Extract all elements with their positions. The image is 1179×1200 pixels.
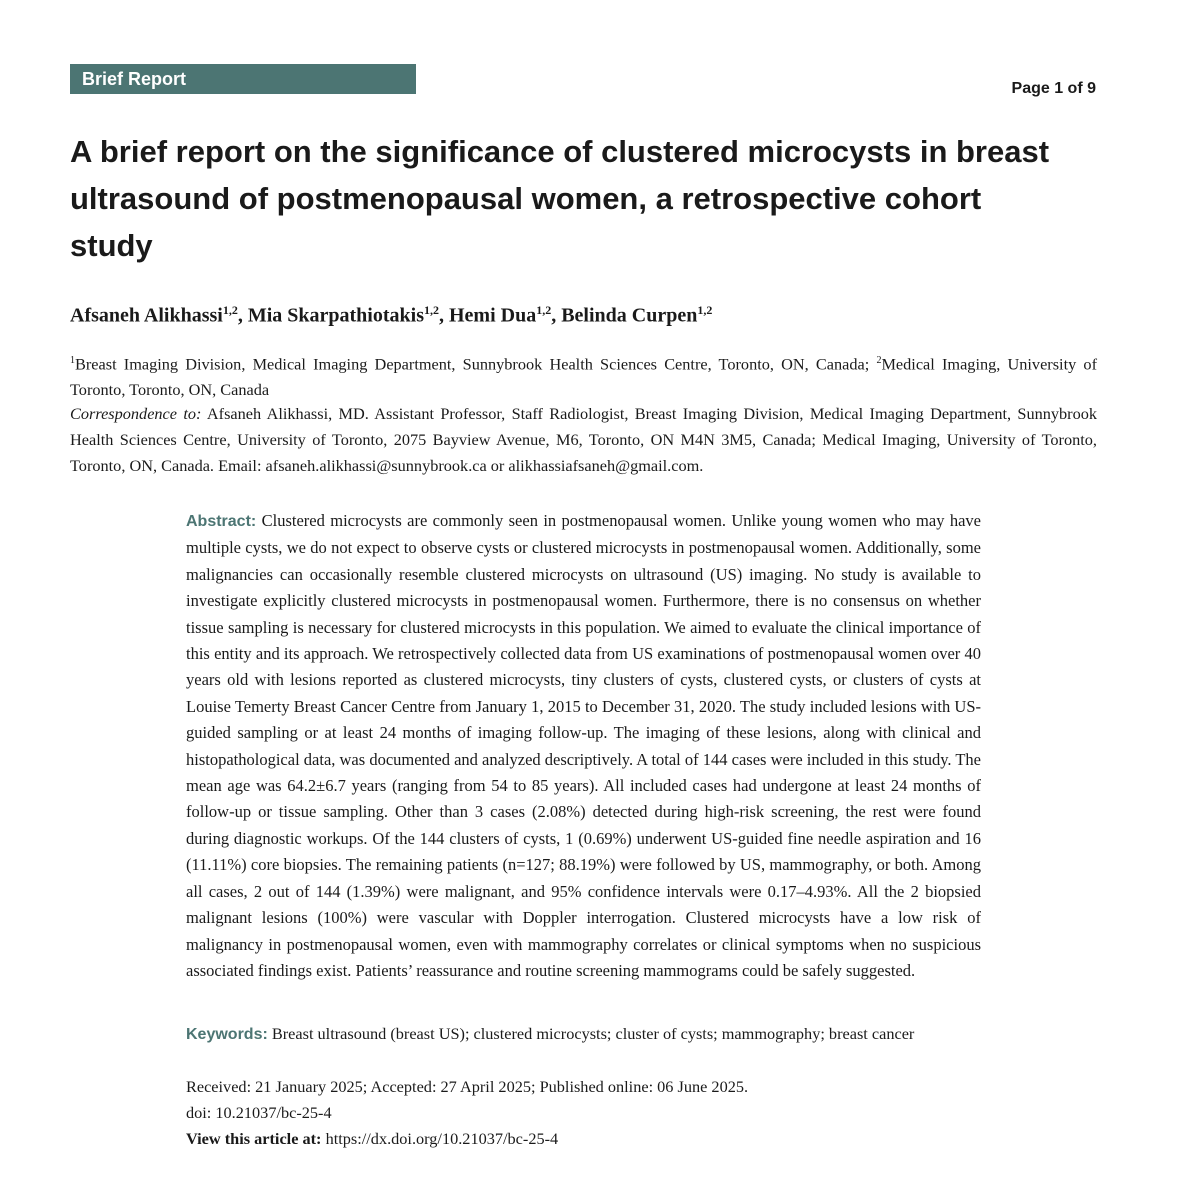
affiliation-text: Breast Imaging Division, Medical Imaging Department, Sunnybrook Health Sciences Centre, Toronto, ON, Canada; <box>75 354 877 374</box>
article-type-label: Brief Report <box>82 69 187 89</box>
correspondence-text: Afsaneh Alikhassi, MD. Assistant Professor, Staff Radiologist, Breast Imaging Division, Medical Imaging Department, Sunnybrook Health Sciences Centre, University of Toronto, 2075 Bayview Avenue, M6, Toronto, ON M4N 3M5, Canada; Medical Imaging, University of Toronto, Toronto, ON, Canada. Email: afsaneh.alikhassi@sunnybrook.ca or alikhassiafsaneh@gmail.com. <box>70 404 1097 475</box>
author-separator: , <box>551 304 562 327</box>
page-number: Page 1 of 9 <box>1011 80 1096 97</box>
author-affiliation-sup: 1,2 <box>222 303 238 317</box>
correspondence <box>70 401 1097 479</box>
article-type-badge <box>70 64 416 94</box>
article-meta <box>186 1074 981 1152</box>
view-article-line <box>186 1126 981 1152</box>
affiliation-text: Medical Imaging, University of Toronto, Toronto, ON, Canada <box>70 354 1097 400</box>
affiliation-sup: 2 <box>876 355 882 366</box>
author-name[interactable]: Hemi Dua <box>449 304 537 327</box>
correspondence-label: Correspondence to: <box>70 404 202 423</box>
keywords-label: Keywords: <box>186 1026 268 1043</box>
affiliations <box>70 348 1097 403</box>
author-name[interactable]: Afsaneh Alikhassi <box>70 304 223 327</box>
author-name[interactable]: Belinda Curpen <box>561 304 698 327</box>
author-list <box>70 296 712 330</box>
keywords-text: Breast ultrasound (breast US); clustered microcysts; cluster of cysts; mammography; breast cancer <box>271 1024 915 1043</box>
abstract-label: Abstract: <box>186 513 257 530</box>
affiliation-sup: 1 <box>70 355 75 366</box>
view-article-label: View this article at: <box>186 1129 322 1148</box>
abstract-text: Clustered microcysts are commonly seen in postmenopausal women. Unlike young women who may have multiple cysts, we do not expect to observe cysts or clustered microcysts in postmenopausal women. Additionally, some malignancies can occasionally resemble clustered microcysts on ultrasound (US) imaging. No study is available to investigate explicitly clustered microcysts in postmenopausal women. Furthermore, there is no consensus on whether tissue sampling is necessary for clustered microcysts in this population. We aimed to evaluate the clinical importance of this entity and its approach. We retrospectively collected data from US examinations of postmenopausal women over 40 years old with lesions reported as clustered microcysts, tiny clusters of cysts, clustered cysts, or clusters of cysts at Louise Temerty Breast Cancer Centre from January 1, 2015 to December 31, 2020. The study included lesions with US-guided sampling or at least 24 months of imaging follow-up. The imaging of these lesions, along with clinical and histopathological data, was documented and analyzed descriptively. A total of 144 cases were included in this study. The mean age was 64.2±6.7 years (ranging from 54 to 85 years). All included cases had undergone at least 24 months of follow-up or tissue sampling. Other than 3 cases (2.08%) detected during high-risk screening, the rest were found during diagnostic workups. Of the 144 clusters of cysts, 1 (0.69%) underwent US-guided fine needle aspiration and 16 (11.11%) core biopsies. The remaining patients (n=127; 88.19%) were followed by US, mammography, or both. Among all cases, 2 out of 144 (1.39%) were malignant, and 95% confidence intervals were 0.17–4.93%. All the 2 biopsied malignant lesions (100%) were vascular with Doppler interrogation. Clustered microcysts have a low risk of malignancy in postmenopausal women, even with mammography correlates or clinical symptoms when no suspicious associated findings exist. Patients’ reassurance and routine screening mammograms could be safely suggested. <box>186 511 981 980</box>
keywords <box>186 1021 981 1048</box>
doi: doi: 10.21037/bc-25-4 <box>186 1103 332 1122</box>
author-affiliation-sup: 1,2 <box>536 303 552 317</box>
publication-dates: Received: 21 January 2025; Accepted: 27 April 2025; Published online: 06 June 2025. <box>186 1077 749 1096</box>
author-name[interactable]: Mia Skarpathiotakis <box>247 304 424 327</box>
article-title: A brief report on the significance of clustered microcysts in breast ultrasound of postmenopausal women, a retrospective cohort study <box>70 134 1050 263</box>
author-affiliation-sup: 1,2 <box>697 303 713 317</box>
article-url-link[interactable]: https://dx.doi.org/10.21037/bc-25-4 <box>325 1129 559 1148</box>
abstract <box>186 508 981 984</box>
author-separator: , <box>439 304 449 327</box>
author-affiliation-sup: 1,2 <box>424 303 439 317</box>
author-separator: , <box>237 304 248 327</box>
